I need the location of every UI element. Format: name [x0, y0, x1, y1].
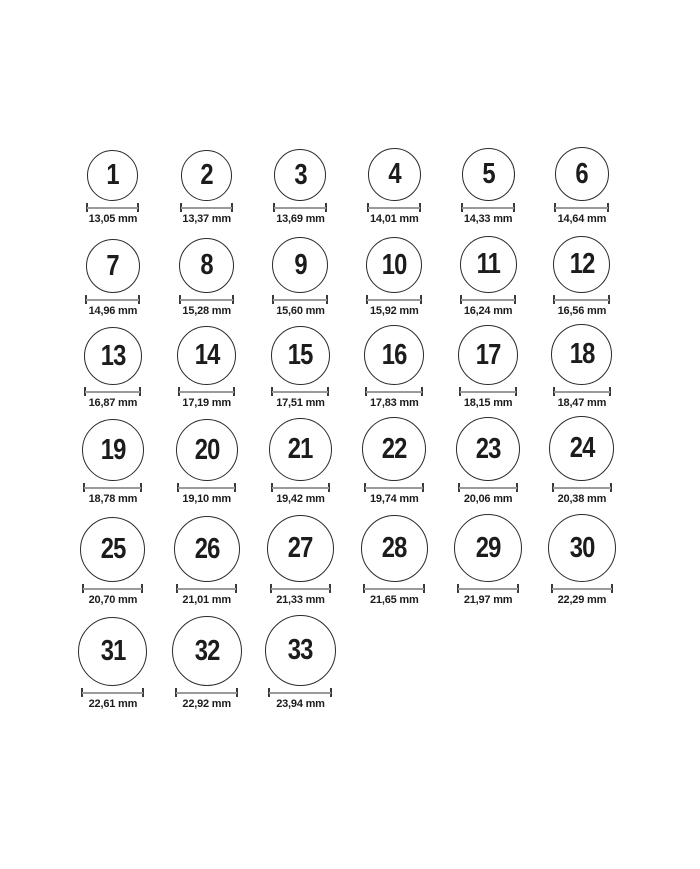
ruler-line — [83, 588, 142, 590]
diameter-ruler — [460, 295, 516, 304]
chart-row — [66, 318, 630, 410]
ring-size-number: 10 — [381, 248, 407, 281]
ring-size-circle — [174, 516, 240, 582]
diameter-ruler — [551, 584, 613, 593]
ring-size-number: 22 — [381, 432, 407, 465]
ring-size-circle — [181, 150, 232, 201]
ring-size-number: 14 — [194, 339, 220, 371]
ring-size-circle — [362, 417, 426, 481]
ruler-line — [269, 692, 331, 694]
ring-size-circle — [456, 417, 520, 481]
diameter-ruler — [459, 387, 517, 396]
ring-size-number: 5 — [481, 158, 495, 190]
ring-size-number: 20 — [194, 433, 220, 466]
ring-size-circle — [368, 148, 421, 201]
ring-size-circle — [269, 418, 332, 481]
ring-size-circle — [78, 617, 147, 686]
diameter-label: 22,92 mm — [182, 698, 231, 710]
ring-size-item — [535, 318, 629, 410]
ring-size-item — [441, 318, 535, 410]
ruler-line — [273, 299, 327, 301]
diameter-label: 19,42 mm — [276, 493, 325, 505]
ruler-line — [555, 207, 608, 209]
diameter-ruler — [273, 203, 327, 212]
ring-size-number: 12 — [569, 248, 595, 280]
chart-row — [66, 146, 630, 226]
diameter-ruler — [81, 688, 144, 697]
ring-size-number: 31 — [100, 635, 126, 667]
chart-row — [66, 607, 630, 711]
diameter-ruler — [84, 387, 141, 396]
ring-size-circle — [177, 326, 236, 385]
diameter-label: 13,05 mm — [88, 213, 138, 225]
chart-row — [66, 506, 630, 607]
diameter-ruler — [271, 483, 330, 492]
diameter-label: 15,60 mm — [276, 305, 325, 317]
ring-size-circle — [82, 419, 144, 481]
ring-size-item — [535, 410, 629, 506]
diameter-label: 21,33 mm — [276, 594, 325, 606]
ruler-line — [177, 588, 236, 590]
ring-size-circle — [548, 514, 616, 582]
ring-size-item — [66, 410, 160, 506]
diameter-label: 23,94 mm — [276, 698, 325, 710]
ring-size-item — [160, 318, 254, 410]
diameter-ruler — [363, 584, 425, 593]
diameter-ruler — [365, 387, 423, 396]
diameter-label: 21,97 mm — [463, 594, 513, 606]
diameter-label: 20,70 mm — [88, 594, 138, 606]
ring-size-number: 23 — [475, 432, 501, 465]
diameter-label: 19,10 mm — [182, 493, 231, 505]
ruler-line — [176, 692, 237, 694]
diameter-ruler — [175, 688, 238, 697]
diameter-label: 20,38 mm — [557, 493, 607, 505]
ruler-line — [459, 487, 517, 489]
diameter-label: 18,47 mm — [557, 397, 607, 409]
diameter-label: 22,29 mm — [557, 594, 607, 606]
diameter-label: 16,24 mm — [463, 305, 513, 317]
ruler-line — [180, 299, 233, 301]
ruler-line — [366, 391, 422, 393]
ruler-line — [462, 207, 514, 209]
ring-size-item — [347, 506, 441, 607]
ruler-line — [181, 207, 232, 209]
ring-size-circle — [267, 515, 334, 582]
ring-size-item — [254, 318, 348, 410]
ruler-line — [82, 692, 143, 694]
ring-size-number: 19 — [100, 433, 126, 466]
diameter-ruler — [178, 387, 235, 396]
ruler-line — [552, 588, 612, 590]
ring-size-item — [66, 506, 160, 607]
ring-size-circle — [458, 325, 518, 385]
ring-size-circle — [271, 326, 330, 385]
diameter-label: 14,96 mm — [88, 305, 138, 317]
ring-size-circle — [86, 239, 140, 293]
diameter-label: 13,69 mm — [276, 213, 325, 225]
ring-size-item — [535, 226, 629, 318]
ring-size-number: 9 — [294, 248, 307, 281]
ruler-line — [271, 588, 330, 590]
ring-size-item — [160, 226, 254, 318]
diameter-label: 19,74 mm — [370, 493, 419, 505]
ruler-line — [274, 207, 326, 209]
ring-size-circle — [555, 147, 609, 201]
ring-size-item — [160, 506, 254, 607]
diameter-label: 15,28 mm — [182, 305, 231, 317]
ring-size-item — [66, 318, 160, 410]
ring-size-item — [347, 226, 441, 318]
diameter-ruler — [458, 483, 518, 492]
ring-size-item — [441, 146, 535, 226]
ring-size-circle — [172, 616, 242, 686]
diameter-ruler — [366, 295, 422, 304]
ring-size-number: 30 — [569, 531, 595, 564]
diameter-label: 14,01 mm — [370, 213, 419, 225]
diameter-label: 17,83 mm — [370, 397, 419, 409]
diameter-ruler — [176, 584, 237, 593]
diameter-ruler — [553, 387, 611, 396]
ring-size-circle — [179, 238, 234, 293]
diameter-label: 21,65 mm — [370, 594, 419, 606]
ring-size-circle — [454, 514, 522, 582]
ring-size-number: 26 — [194, 532, 220, 565]
ring-size-number: 15 — [288, 339, 313, 371]
diameter-ruler — [270, 584, 331, 593]
ring-size-number: 33 — [288, 634, 313, 666]
ring-size-item — [160, 607, 254, 711]
ring-size-item — [441, 226, 535, 318]
diameter-label: 17,51 mm — [276, 397, 325, 409]
diameter-ruler — [552, 483, 612, 492]
ring-size-number: 32 — [194, 634, 220, 667]
diameter-ruler — [86, 203, 139, 212]
ruler-line — [368, 207, 420, 209]
diameter-ruler — [367, 203, 421, 212]
ring-size-circle — [80, 517, 145, 582]
diameter-label: 14,64 mm — [557, 213, 607, 225]
diameter-ruler — [457, 584, 519, 593]
ring-size-number: 6 — [575, 157, 589, 190]
ruler-line — [87, 207, 138, 209]
ring-size-number: 28 — [381, 532, 407, 564]
ring-size-circle — [84, 327, 142, 385]
ring-size-item — [441, 506, 535, 607]
diameter-ruler — [82, 584, 143, 593]
ruler-line — [367, 299, 421, 301]
ring-size-number: 17 — [475, 338, 501, 371]
ruler-line — [85, 391, 140, 393]
diameter-label: 22,61 mm — [88, 698, 138, 710]
diameter-ruler — [83, 483, 142, 492]
ring-size-number: 4 — [388, 158, 401, 190]
diameter-label: 16,56 mm — [557, 305, 607, 317]
diameter-ruler — [85, 295, 140, 304]
diameter-label: 15,92 mm — [370, 305, 419, 317]
diameter-label: 21,01 mm — [182, 594, 231, 606]
ring-size-number: 21 — [288, 433, 313, 465]
ruler-line — [272, 487, 329, 489]
ring-size-item — [347, 318, 441, 410]
diameter-label: 18,78 mm — [88, 493, 138, 505]
ruler-line — [461, 299, 515, 301]
ring-size-circle — [361, 515, 428, 582]
ring-size-item — [254, 146, 348, 226]
ring-size-number: 7 — [106, 249, 120, 282]
ring-size-number: 11 — [476, 248, 500, 280]
ruler-line — [86, 299, 139, 301]
ring-size-item — [347, 146, 441, 226]
ring-size-item — [347, 410, 441, 506]
ruler-line — [458, 588, 518, 590]
ring-size-circle — [272, 237, 328, 293]
diameter-ruler — [177, 483, 236, 492]
chart-grid — [66, 146, 630, 711]
chart-row — [66, 226, 630, 318]
ring-size-circle — [176, 419, 238, 481]
ruler-line — [178, 487, 235, 489]
ruler-line — [272, 391, 328, 393]
ring-size-item — [254, 607, 348, 711]
ring-size-item — [535, 506, 629, 607]
diameter-label: 14,33 mm — [463, 213, 513, 225]
ring-size-number: 29 — [475, 531, 501, 564]
ruler-line — [460, 391, 516, 393]
ring-size-circle — [87, 150, 138, 201]
ring-size-item — [535, 146, 629, 226]
ring-size-number: 8 — [200, 249, 213, 281]
diameter-ruler — [553, 295, 610, 304]
ring-size-circle — [551, 324, 612, 385]
ring-size-item — [66, 226, 160, 318]
diameter-label: 18,15 mm — [463, 397, 513, 409]
ring-size-item — [254, 506, 348, 607]
ring-size-circle — [462, 148, 515, 201]
diameter-ruler — [364, 483, 424, 492]
ring-size-item — [441, 410, 535, 506]
diameter-ruler — [271, 387, 329, 396]
ring-size-item — [254, 410, 348, 506]
ring-size-item — [160, 146, 254, 226]
diameter-ruler — [272, 295, 328, 304]
diameter-ruler — [554, 203, 609, 212]
ring-size-number: 1 — [106, 159, 120, 191]
ring-size-circle — [364, 325, 424, 385]
ruler-line — [554, 299, 609, 301]
ring-size-item — [254, 226, 348, 318]
ruler-line — [179, 391, 234, 393]
ring-size-circle — [553, 236, 610, 293]
diameter-ruler — [179, 295, 234, 304]
diameter-label: 13,37 mm — [182, 213, 231, 225]
ring-size-circle — [366, 237, 422, 293]
ring-size-circle — [460, 236, 517, 293]
ring-size-number: 18 — [569, 338, 595, 370]
diameter-label: 16,87 mm — [88, 397, 138, 409]
ring-size-item — [160, 410, 254, 506]
ring-size-number: 13 — [100, 339, 126, 372]
ring-size-number: 27 — [288, 532, 313, 564]
diameter-ruler — [180, 203, 233, 212]
ring-size-number: 25 — [100, 533, 126, 565]
ruler-line — [364, 588, 424, 590]
ruler-line — [84, 487, 141, 489]
ruler-line — [554, 391, 610, 393]
ring-size-circle — [265, 615, 336, 686]
ruler-line — [365, 487, 423, 489]
diameter-label: 17,19 mm — [182, 397, 231, 409]
chart-row — [66, 410, 630, 506]
diameter-ruler — [268, 688, 332, 697]
ring-size-number: 3 — [294, 158, 307, 191]
ring-size-item — [66, 146, 160, 226]
ring-size-number: 16 — [381, 338, 407, 371]
ring-size-circle — [549, 416, 614, 481]
ring-size-number: 2 — [200, 159, 213, 191]
ring-size-circle — [274, 149, 326, 201]
ring-size-number: 24 — [569, 432, 595, 464]
ring-size-item — [66, 607, 160, 711]
diameter-ruler — [461, 203, 515, 212]
ruler-line — [553, 487, 611, 489]
diameter-label: 20,06 mm — [463, 493, 513, 505]
